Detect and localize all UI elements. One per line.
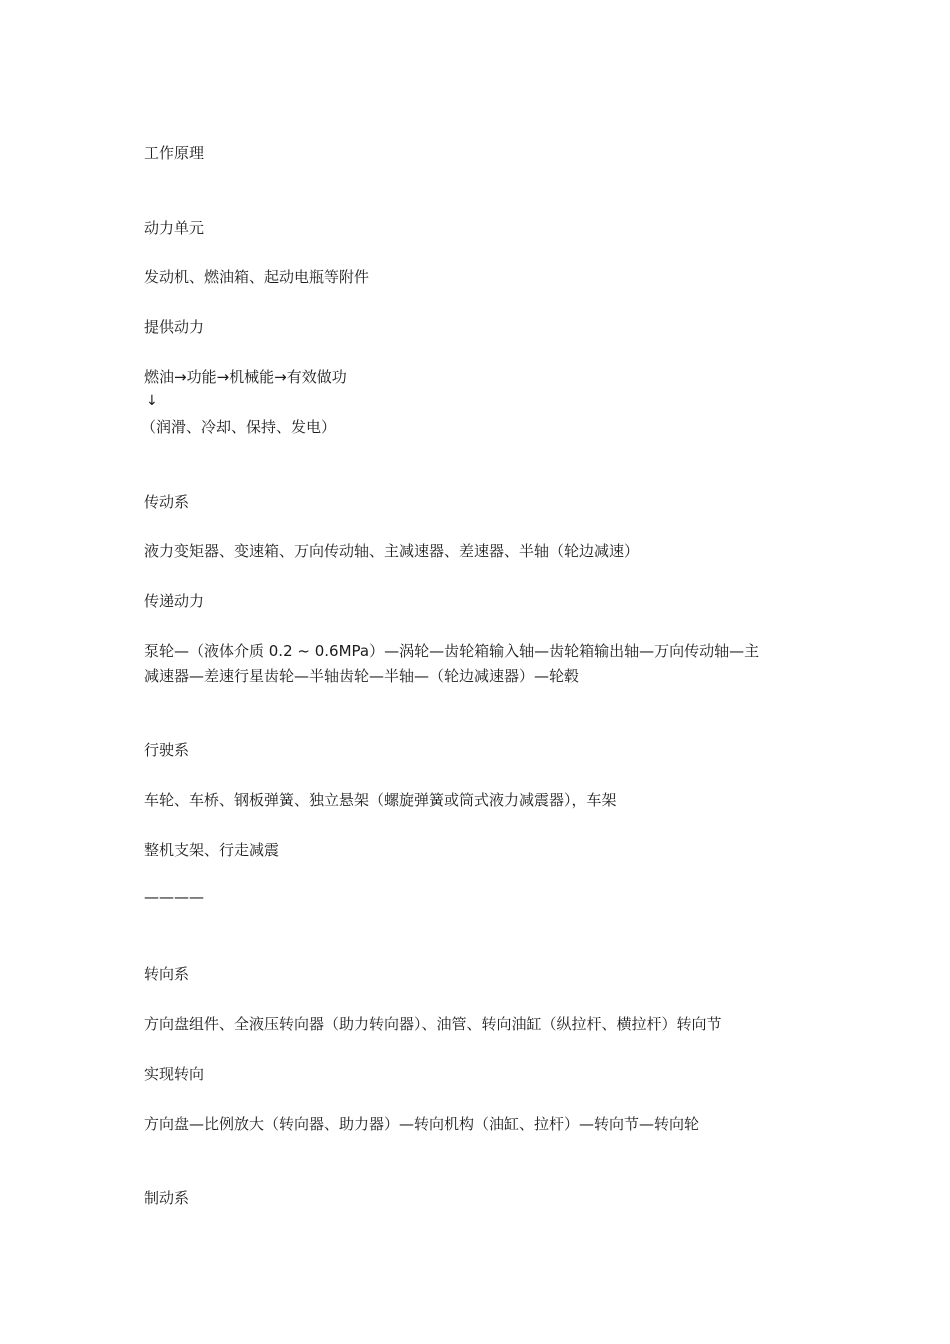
transmission-flow-line-2: 减速器—差速行星齿轮—半轴齿轮—半轴—（轮边减速器）—轮毂 [144,667,580,685]
steering-function: 实现转向 [144,1065,205,1083]
running-function: 整机支架、行走减震 [144,841,280,859]
braking-heading: 制动系 [144,1189,190,1207]
running-heading: 行驶系 [144,741,190,759]
power-unit-flow: 燃油→功能→机械能→有效做功 [144,368,347,386]
transmission-heading: 传动系 [144,493,190,511]
transmission-function: 传递动力 [144,592,205,610]
power-unit-function: 提供动力 [144,318,205,336]
power-unit-components: 发动机、燃油箱、起动电瓶等附件 [144,268,370,286]
steering-heading: 转向系 [144,965,190,983]
running-components: 车轮、车桥、钢板弹簧、独立悬架（螺旋弹簧或筒式液力减震器），车架 [144,791,617,809]
power-unit-aux: （润滑、冷却、保持、发电） [141,418,337,436]
power-unit-heading: 动力单元 [144,219,205,237]
transmission-flow-line-1: 泵轮—（液体介质 0.2 ~ 0.6MPa）—涡轮—齿轮箱输入轴—齿轮箱输出轴—万向传动轴—主 [144,642,760,660]
page-title: 工作原理 [144,144,205,162]
steering-flow: 方向盘—比例放大（转向器、助力器）—转向机构（油缸、拉杆）—转向节—转向轮 [144,1115,700,1133]
transmission-components: 液力变矩器、变速箱、万向传动轴、主减速器、差速器、半轴（轮边减速） [144,542,640,560]
down-arrow-icon: ↓ [146,393,158,409]
steering-components: 方向盘组件、全液压转向器（助力转向器）、油管、转向油缸（纵拉杆、横拉杆）转向节 [144,1015,722,1033]
section-separator: ———— [144,888,204,906]
